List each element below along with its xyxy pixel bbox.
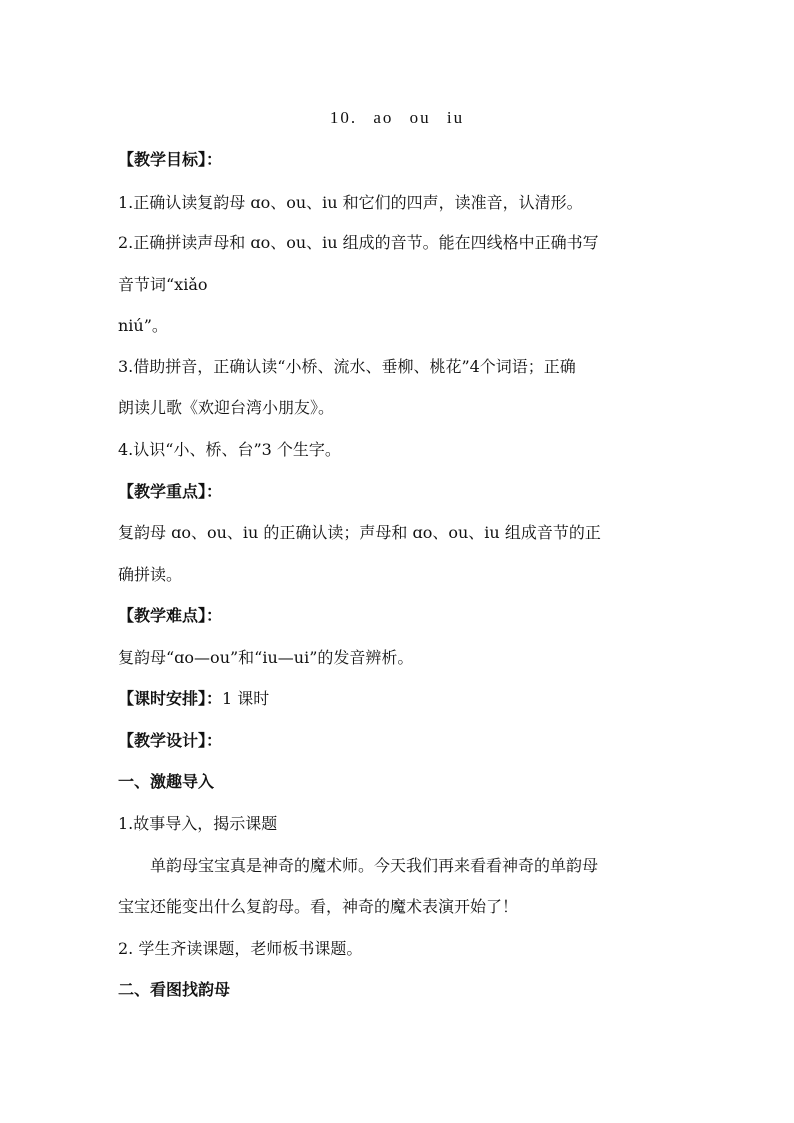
key-points-line-1: 复韵母 ɑo、ou、iu 的正确认读；声母和 ɑo、ou、iu 组成音节的正 — [118, 523, 601, 542]
schedule-heading: 【课时安排】： — [118, 689, 223, 708]
objective-line-3-cont: 朗读儿歌《欢迎台湾小朋友》。 — [118, 398, 335, 417]
section1-heading: 一、激趣导入 — [118, 772, 215, 791]
section1-item-1: 1.故事导入，揭示课题 — [118, 814, 278, 833]
objective-line-4: 4.认识“小、桥、台”3 个生字。 — [118, 440, 341, 459]
section1-paragraph-line-1: 单韵母宝宝真是神奇的魔术师。今天我们再来看看神奇的单韵母 — [150, 856, 599, 875]
section1-item-2: 2. 学生齐读课题，老师板书课题。 — [118, 939, 363, 958]
objectives-heading: 【教学目标】： — [118, 150, 223, 169]
difficulties-text: 复韵母“ɑo—ou”和“iu—ui”的发音辨析。 — [118, 648, 414, 667]
section1-paragraph-line-2: 宝宝还能变出什么复韵母。看，神奇的魔术表演开始了！ — [118, 897, 519, 916]
schedule-row — [118, 689, 269, 709]
objective-line-3: 3.借助拼音，正确认读“小桥、流水、垂柳、桃花”4个词语；正确 — [118, 357, 576, 376]
lesson-title: 10. ao ou iu — [329, 108, 465, 127]
key-points-heading: 【教学重点】： — [118, 482, 223, 501]
objective-line-2-cont: 音节词“xiǎo — [118, 275, 208, 294]
key-points-line-2: 确拼读。 — [118, 565, 183, 584]
objective-line-1: 1.正确认读复韵母 ɑo、ou、iu 和它们的四声，读准音，认清形。 — [118, 193, 583, 212]
objective-line-2-end: niú”。 — [118, 316, 168, 335]
section2-heading: 二、看图找韵母 — [118, 980, 231, 999]
design-heading: 【教学设计】： — [118, 731, 223, 750]
schedule-value: 1 课时 — [222, 689, 270, 708]
objective-line-2: 2.正确拼读声母和 ɑo、ou、iu 组成的音节。能在四线格中正确书写 — [118, 233, 599, 252]
difficulties-heading: 【教学难点】： — [118, 606, 223, 625]
